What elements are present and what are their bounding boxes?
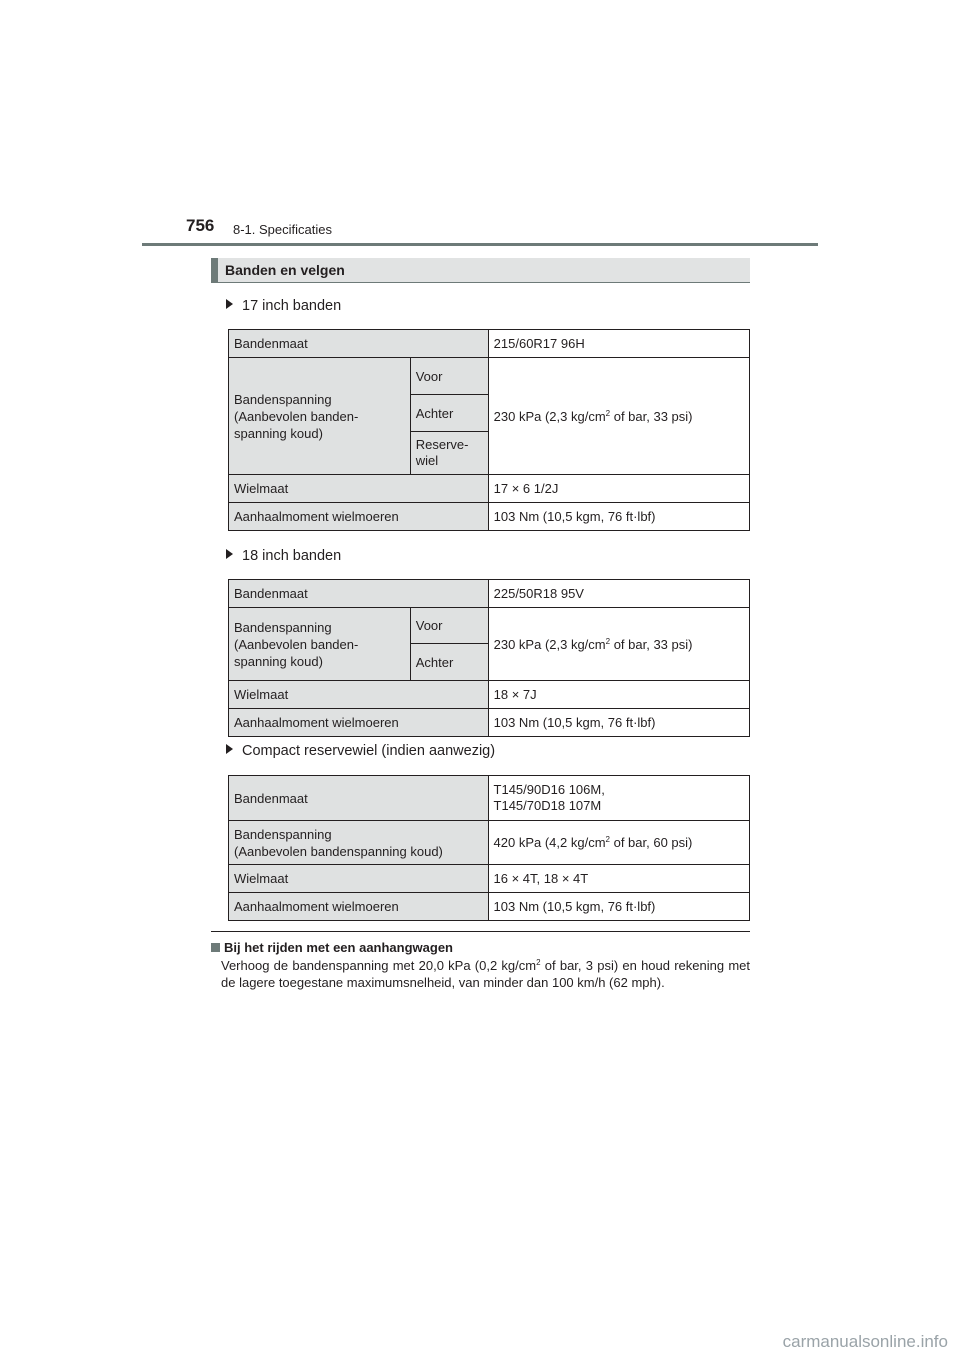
front-label: Voor [410, 358, 488, 395]
tire-size-value: T145/90D16 106M, T145/70D18 107M [488, 776, 749, 821]
tire-size-label: Bandenmaat [229, 330, 489, 358]
pressure-value-text: 230 kPa (2,3 kg/cm [493, 408, 606, 424]
note-body-text: Verhoog de bandenspanning met 20,0 kPa (0,2 kg/cm [221, 958, 537, 973]
table-row [229, 821, 750, 865]
watermark: carmanualsonline.info [782, 1332, 948, 1351]
superscript: 2 [605, 636, 611, 646]
torque-value: 103 Nm (10,5 kgm, 76 ft·lbf) [488, 709, 749, 737]
section-label: 8-1. Specificaties [233, 222, 332, 237]
heading-accent [211, 258, 218, 283]
tire-pressure-label: Bandenspanning (Aanbevolen banden- spanning koud) [229, 358, 411, 475]
tire-pressure-label: Bandenspanning (Aanbevolen bandenspanning koud) [229, 821, 489, 865]
header-rule [142, 243, 818, 246]
triangle-bullet-icon [226, 744, 233, 754]
table-row [229, 776, 750, 821]
square-bullet-icon [211, 943, 220, 952]
rear-label: Achter [410, 395, 488, 432]
rear-label: Achter [410, 644, 488, 681]
table-row [229, 893, 750, 921]
front-label: Voor [410, 608, 488, 644]
wheel-size-value: 17 × 6 1/2J [488, 475, 749, 503]
tire-pressure-label: Bandenspanning (Aanbevolen banden- spanning koud) [229, 608, 411, 681]
torque-value: 103 Nm (10,5 kgm, 76 ft·lbf) [488, 893, 749, 921]
table-row [229, 475, 750, 503]
section-heading: Banden en velgen [225, 262, 345, 278]
tire-size-label: Bandenmaat [229, 776, 489, 821]
note-title [211, 940, 453, 955]
tire-pressure-value [488, 608, 749, 681]
superscript: 2 [605, 408, 611, 418]
note-title-text: Bij het rijden met een aanhangwagen [224, 940, 453, 955]
tire-size-value: 225/50R18 95V [488, 580, 749, 608]
superscript: 2 [605, 835, 610, 844]
spare-label: Reserve- wiel [410, 432, 488, 475]
subhead-compact-spare-text: Compact reservewiel (indien aanwezig) [242, 743, 496, 759]
subhead-18-inch-text: 18 inch banden [242, 548, 342, 564]
subhead-compact-spare [226, 743, 495, 759]
torque-label: Aanhaalmoment wielmoeren [229, 893, 489, 921]
pressure-value-text: of bar, 33 psi) [610, 636, 693, 652]
triangle-bullet-icon [226, 299, 233, 309]
wheel-size-label: Wielmaat [229, 681, 489, 709]
triangle-bullet-icon [226, 549, 233, 559]
torque-label: Aanhaalmoment wielmoeren [229, 503, 489, 531]
tire-size-label: Bandenmaat [229, 580, 489, 608]
table-17-inch [228, 329, 750, 531]
table-compact-spare [228, 775, 750, 921]
wheel-size-label: Wielmaat [229, 865, 489, 893]
tire-pressure-value [488, 821, 749, 865]
wheel-size-value: 18 × 7J [488, 681, 749, 709]
table-row [229, 681, 750, 709]
tire-size-value: 215/60R17 96H [488, 330, 749, 358]
table-18-inch [228, 579, 750, 737]
tire-pressure-value [488, 358, 749, 475]
torque-label: Aanhaalmoment wielmoeren [229, 709, 489, 737]
torque-value: 103 Nm (10,5 kgm, 76 ft·lbf) [488, 503, 749, 531]
pressure-value-text: of bar, 60 psi) [609, 835, 693, 850]
table-row [229, 608, 750, 644]
wheel-size-label: Wielmaat [229, 475, 489, 503]
table-row [229, 503, 750, 531]
bottom-rule [211, 931, 750, 932]
table-row [229, 358, 750, 395]
table-row [229, 580, 750, 608]
section-heading-bar [211, 258, 750, 283]
pressure-value-text: 230 kPa (2,3 kg/cm [493, 636, 606, 652]
note-body-text: of bar, 3 psi) en houd rekening met de lagere toegestane maximumsnelheid, van minder dan 100 km/h (62 mph). [221, 958, 750, 990]
subhead-17-inch [226, 298, 341, 314]
table-row [229, 865, 750, 893]
pressure-value-text: 420 kPa (4,2 kg/cm [493, 835, 606, 850]
pressure-value-text: of bar, 33 psi) [610, 408, 693, 424]
superscript: 2 [536, 958, 541, 967]
table-row [229, 330, 750, 358]
note-body [221, 957, 750, 991]
wheel-size-value: 16 × 4T, 18 × 4T [488, 865, 749, 893]
subhead-17-inch-text: 17 inch banden [242, 298, 342, 314]
table-row [229, 709, 750, 737]
page-number: 756 [186, 216, 215, 235]
subhead-18-inch [226, 548, 341, 564]
